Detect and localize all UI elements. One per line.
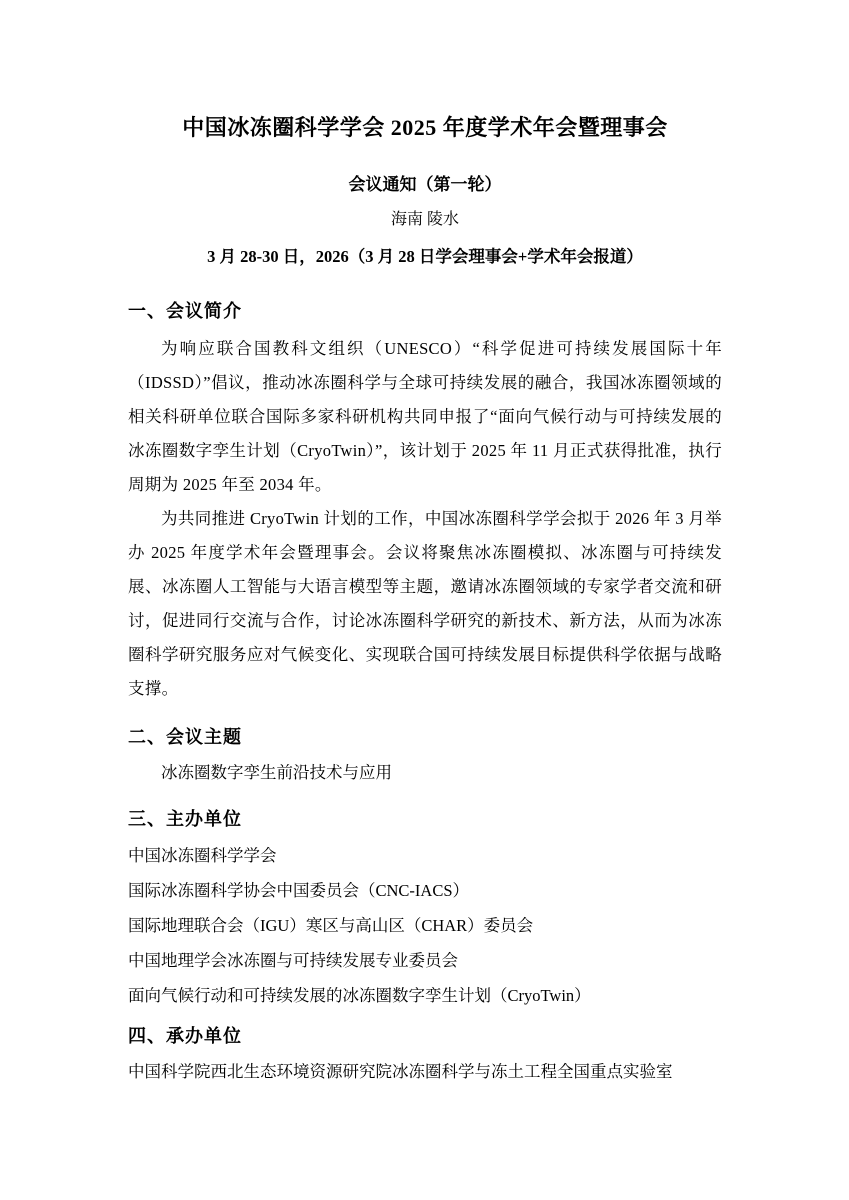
intro-paragraph-1: 为响应联合国教科文组织（UNESCO）“科学促进可持续发展国际十年（IDSSD）”倡议，推动冰冻圈科学与全球可持续发展的融合，我国冰冻圈领域的相关科研单位联合国际多家科研机构共同申报了“面向气候行动与可持续发展的冰冻圈数字孪生计划（CryoTwin）”，该计划于 2025 年 11 月正式获得批准，执行周期为 2025 年至 2034 年。 — [128, 339, 722, 494]
intro-paragraph-2: 为共同推进 CryoTwin 计划的工作，中国冰冻圈科学学会拟于 2026 年 3 月举办 2025 年度学术年会暨理事会。会议将聚焦冰冻圈模拟、冰冻圈与可持续发展、冰冻圈人工智能与大语言模型等主题，邀请冰冻圈领域的专家学者交流和研讨，促进同行交流与合作，讨论冰冻圈科学研究的新技术、新方法，从而为冰冻圈科学研究服务应对气候变化、实现联合国可持续发展目标提供科学依据与战略支撑。 — [128, 509, 722, 698]
theme-text: 冰冻圈数字孪生前沿技术与应用 — [161, 763, 392, 782]
organizer-item-3: 国际地理联合会（IGU）寒区与高山区（CHAR）委员会 — [128, 916, 534, 935]
host-item: 中国科学院西北生态环境资源研究院冰冻圈科学与冻土工程全国重点实验室 — [128, 1062, 673, 1081]
venue-line: 海南 陵水 — [390, 211, 459, 228]
section-heading-host: 四、承办单位 — [128, 1026, 242, 1046]
organizer-item-1: 中国冰冻圈科学学会 — [128, 846, 277, 865]
organizer-list — [128, 838, 722, 1013]
organizer-item-2: 国际冰冻圈科学协会中国委员会（CNC-IACS） — [128, 881, 470, 900]
organizer-item-5: 面向气候行动和可持续发展的冰冻圈数字孪生计划（CryoTwin） — [128, 986, 591, 1005]
date-line: 3 月 28-30 日，2026（3 月 28 日学会理事会+学术年会报道） — [207, 247, 643, 266]
organizer-item-4: 中国地理学会冰冻圈与可持续发展专业委员会 — [128, 951, 458, 970]
notice-round-subtitle: 会议通知（第一轮） — [348, 175, 502, 194]
section-heading-theme: 二、会议主题 — [128, 727, 242, 747]
section-heading-intro: 一、会议简介 — [128, 301, 242, 321]
section-heading-organizers: 三、主办单位 — [128, 809, 242, 829]
page-title: 中国冰冻圈科学学会 2025 年度学术年会暨理事会 — [182, 115, 668, 140]
